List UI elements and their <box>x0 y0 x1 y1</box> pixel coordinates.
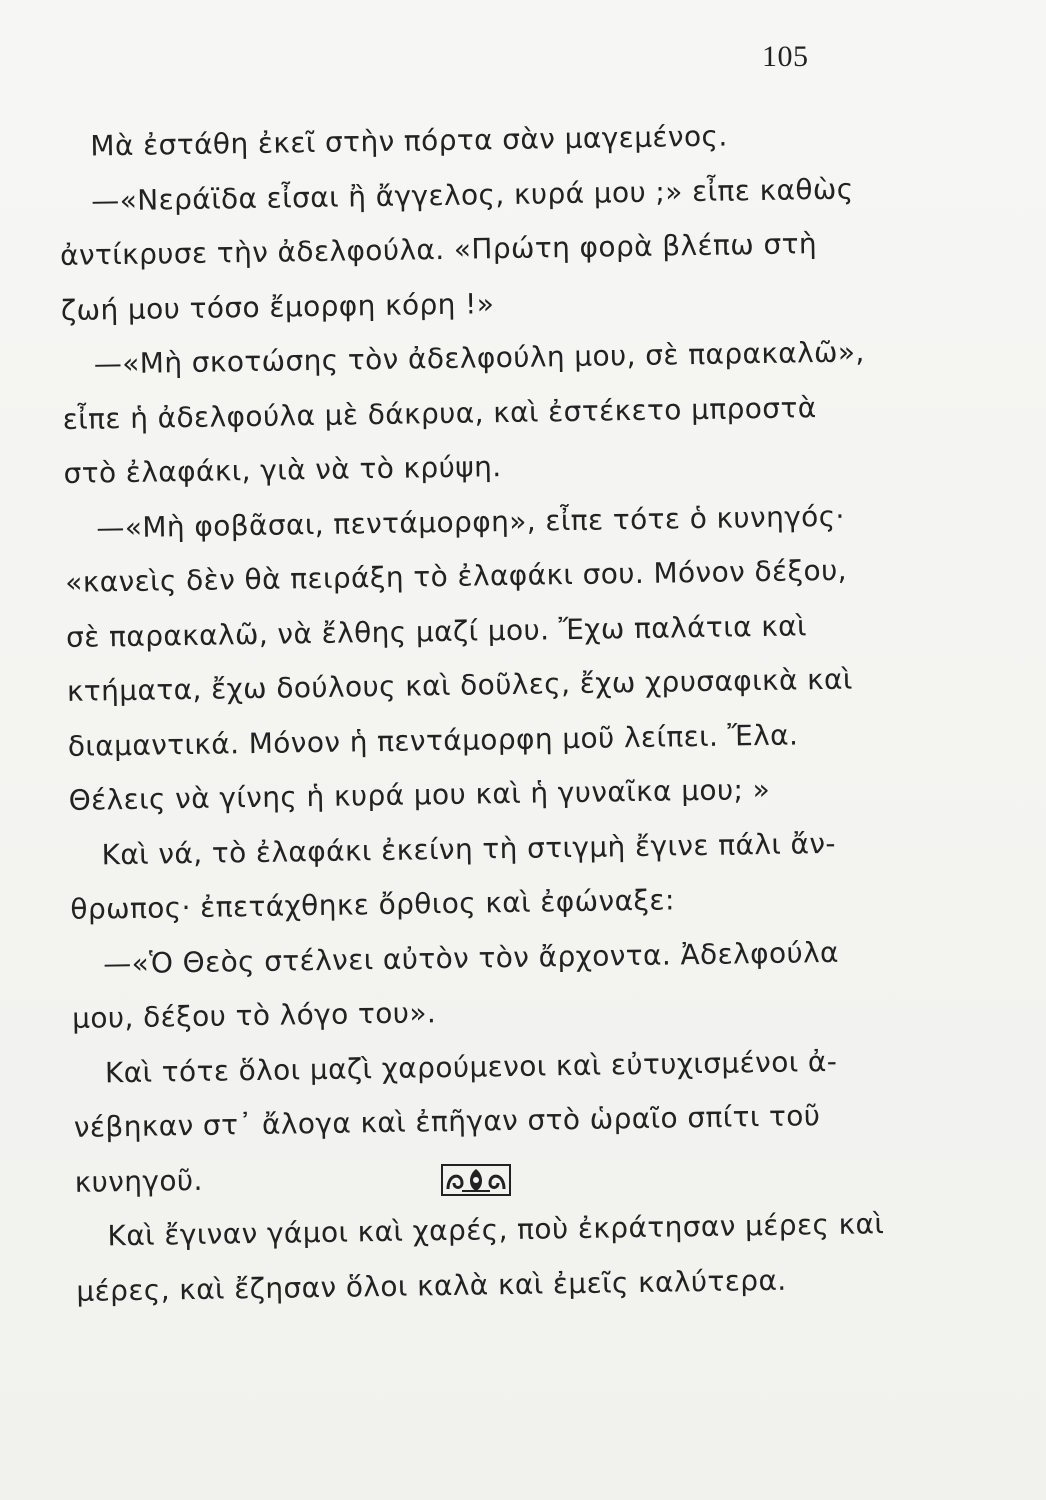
text-line: Καὶ τότε ὅλοι μαζὶ χαρούμενοι καὶ εὐτυχισμένοι ἀ- <box>104 1044 838 1089</box>
text-line: Μὰ ἐστάθη ἐκεῖ στὴν πόρτα σὰν μαγεμένος. <box>90 119 728 163</box>
text-line: σὲ παρακαλῶ, νὰ ἔλθης μαζί μου. Ἔχω παλάτια καὶ <box>65 608 808 654</box>
text-line: διαμαντικά. Μόνον ἡ πεντάμορφη μοῦ λείπει. Ἔλα. <box>67 717 799 763</box>
text-line: —«Νεράϊδα εἶσαι ἢ ἄγγελος, κυρά μου ;» εἶπε καθὼς <box>91 172 854 217</box>
text-line: ζωή μου τόσο ἔμορφη κόρη !» <box>60 286 495 327</box>
text-line: εἶπε ἡ ἀδελφούλα μὲ δάκρυα, καὶ ἐστέκετο μπροστὰ <box>62 390 817 436</box>
text-line: —«Ὁ Θεὸς στέλνει αὐτὸν τὸν ἄρχοντα. Ἀδελφούλα <box>102 935 840 980</box>
text-line: νέβηκαν στ᾽ ἄλογα καὶ ἐπῆγαν στὸ ὡραῖο σπίτι τοῦ <box>73 1099 821 1144</box>
story-text <box>58 107 907 1319</box>
text-line: κυνηγοῦ. <box>74 1163 204 1199</box>
text-line: μου, δέξου τὸ λόγο του». <box>71 996 437 1035</box>
text-line: μέρες, καὶ ἔζησαν ὅλοι καλὰ καὶ ἐμεῖς καλύτερα. <box>76 1263 787 1308</box>
page-number: 105 <box>762 40 809 73</box>
text-line: —«Μὴ σκοτώσης τὸν ἀδελφούλη μου, σὲ παρακαλῶ», <box>93 335 865 381</box>
text-line: ἀντίκρυσε τὴν ἀδελφούλα. «Πρώτη φορὰ βλέπω στὴ <box>59 227 818 272</box>
text-line: Καὶ νά, τὸ ἐλαφάκι ἐκείνη τὴ στιγμὴ ἔγινε πάλι ἄν- <box>101 826 837 871</box>
text-line: θρωπος· ἐπετάχθηκε ὄρθιος καὶ ἐφώναξε: <box>70 883 676 926</box>
text-line: «κανεὶς δὲν θὰ πειράξη τὸ ἐλαφάκι σου. Μόνον δέξου, <box>65 553 848 599</box>
text-line: κτήματα, ἔχω δούλους καὶ δοῦλες, ἔχω χρυσαφικὰ καὶ <box>66 662 853 708</box>
text-line: Θέλεις νὰ γίνης ἡ κυρά μου καὶ ἡ γυναῖκα μου; » <box>68 772 771 817</box>
text-line: Καὶ ἔγιναν γάμοι καὶ χαρές, ποὺ ἐκράτησαν μέρες καὶ <box>107 1207 885 1253</box>
text-line: στὸ ἐλαφάκι, γιὰ νὰ τὸ κρύψη. <box>63 450 502 490</box>
floral-vignette-icon <box>440 1163 512 1197</box>
text-line: —«Μὴ φοβᾶσαι, πεντάμορφη», εἶπε τότε ὁ κυνηγός· <box>96 499 846 544</box>
